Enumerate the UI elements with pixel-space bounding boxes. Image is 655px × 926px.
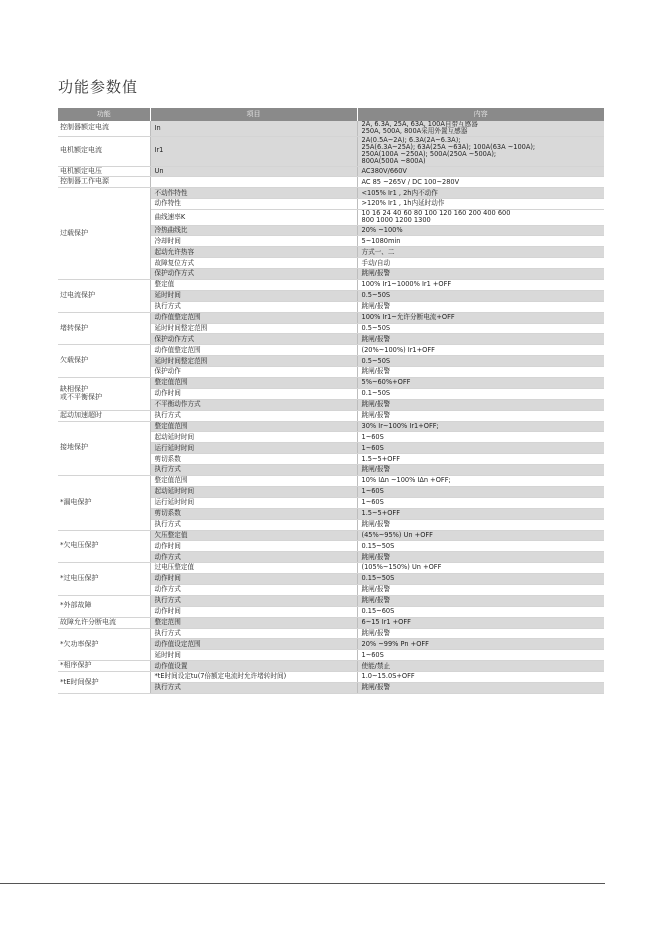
function-cell [58,617,150,628]
item-cell: 剪切系数 [150,508,357,519]
table-row [58,280,604,291]
table-row [58,188,604,199]
page-title: 功能参数值 [58,78,139,96]
content-line: 跳闸/报警 [361,683,391,692]
content-cell [357,378,604,389]
content-cell [357,177,604,188]
content-line: 0.5~50S [361,291,391,300]
item-cell: 动作值设置 [150,661,357,672]
function-cell [58,378,150,411]
content-line: 0.5~50S [361,356,391,365]
table-row [58,177,604,188]
table-body [58,121,604,693]
function-cell [58,530,150,563]
function-cell [58,136,150,166]
function-cell [58,661,150,672]
table-row [58,530,604,541]
item-cell: 整定值范围 [150,378,357,389]
function-cell [58,177,150,188]
content-cell [357,334,604,345]
table-row [58,378,604,389]
table-row [58,312,604,323]
content-line: 0.1~50S [361,389,391,398]
item-cell: 剪切系数 [150,454,357,465]
table-row [58,617,604,628]
function-label: *外部故障 [60,601,92,610]
table-row [58,661,604,672]
content-line: 1~60S [361,487,384,496]
content-cell [357,628,604,639]
function-label: 堵转保护 [60,323,88,332]
content-cell [357,210,604,226]
content-line: 0.15~50S [361,574,395,583]
content-cell [357,225,604,236]
function-cell [58,121,150,136]
content-line: 800A(500A ~800A) [361,157,426,166]
item-cell: 动作方式 [150,584,357,595]
function-label: 电机额定电压 [60,166,102,175]
content-cell [357,617,604,628]
content-cell [357,432,604,443]
function-cell [58,672,150,694]
content-cell [357,236,604,247]
content-line: 5~1080min [361,236,401,245]
table-row [58,345,604,356]
function-label: 欠载保护 [60,356,88,365]
content-cell [357,290,604,301]
function-label: *tE时间保护 [60,677,99,686]
item-cell: *tE时间设定tu(7倍额定电流时允许堵转时间) [150,672,357,683]
content-cell [357,639,604,650]
item-cell: 延时时间 [150,290,357,301]
content-cell [357,258,604,269]
content-line: 800 1000 1200 1300 [361,216,431,225]
content-cell [357,497,604,508]
content-line: 跳闸/报警 [361,552,391,561]
item-cell: 故障复位方式 [150,258,357,269]
item-cell: In [150,121,357,136]
content-cell [357,661,604,672]
content-line: 20% ~99% Pn +OFF [361,639,429,648]
item-cell: 冷却时间 [150,236,357,247]
content-line: (105%~150%) Un +OFF [361,563,442,572]
item-cell [150,177,357,188]
content-cell [357,476,604,487]
item-cell: 起动延时时间 [150,432,357,443]
header-item: 项目 [150,108,357,121]
function-label: 控制器额定电流 [60,123,109,132]
table-row [58,476,604,487]
content-line: 跳闸/报警 [361,411,391,420]
item-cell: 冷热曲线比 [150,225,357,236]
function-label: 缺相保护 [60,385,88,394]
footer-rule [0,883,605,884]
header-content: 内容 [357,108,604,121]
item-cell: 动作时间 [150,574,357,585]
content-line: 跳闸/报警 [361,334,391,343]
content-cell [357,563,604,574]
function-cell [58,166,150,177]
content-line: AC380V/660V [361,166,407,175]
content-cell [357,486,604,497]
table-row [58,628,604,639]
item-cell: 动作值整定范围 [150,345,357,356]
item-cell: 起动允许热容 [150,247,357,258]
function-cell [58,410,150,421]
function-cell [58,421,150,475]
content-line: 1~60S [361,650,384,659]
item-cell: 执行方式 [150,682,357,693]
content-cell [357,356,604,367]
content-line: 1.5~5+OFF [361,454,401,463]
function-label: 故障允许分断电流 [60,617,116,626]
content-line: 1~60S [361,443,384,452]
item-cell: 延时时间整定范围 [150,356,357,367]
item-cell: Un [150,166,357,177]
item-cell: 延时时间 [150,650,357,661]
content-cell [357,508,604,519]
content-cell [357,367,604,378]
item-cell: 动作方式 [150,552,357,563]
table-row [58,595,604,606]
content-line: 100% Ir1~允许分断电流+OFF [361,313,455,321]
content-line: 跳闸/报警 [361,367,391,376]
content-line: 30% Ir~100% Ir1+OFF; [361,421,439,430]
table-header-row [58,108,604,121]
item-cell: 欠压整定值 [150,530,357,541]
function-cell [58,628,150,661]
function-label: *过电压保护 [60,574,99,583]
function-label: 起动加速超时 [60,410,102,419]
item-cell: 过电压整定值 [150,563,357,574]
content-line: 250A(100A ~250A); 500A(250A ~500A); [361,150,497,158]
item-cell: Ir1 [150,136,357,166]
content-line: 跳闸/报警 [361,519,391,528]
item-cell: 执行方式 [150,595,357,606]
function-label: *漏电保护 [60,497,92,506]
content-cell [357,199,604,210]
content-cell [357,188,604,199]
item-cell: 保护动作 [150,367,357,378]
content-line: 1~60S [361,498,384,507]
item-cell: 起动延时时间 [150,486,357,497]
content-line: <105% Ir1 , 2h内不动作 [361,188,438,197]
content-line: 1.0~15.0S+OFF [361,672,415,681]
table-row [58,410,604,421]
content-cell [357,136,604,166]
item-cell: 动作值设定范围 [150,639,357,650]
content-line: 跳闸/报警 [361,596,391,605]
content-line: 1~60S [361,432,384,441]
content-cell [357,399,604,410]
content-cell [357,574,604,585]
item-cell: 整定值范围 [150,421,357,432]
content-cell [357,166,604,177]
table-row [58,563,604,574]
content-cell [357,595,604,606]
item-cell: 保护动作方式 [150,334,357,345]
content-cell [357,410,604,421]
content-cell [357,421,604,432]
function-cell [58,312,150,345]
content-cell [357,541,604,552]
content-cell [357,465,604,476]
item-cell: 动作时间 [150,388,357,399]
content-line: 跳闸/报警 [361,400,391,409]
content-line: 跳闸/报警 [361,628,391,637]
function-cell [58,188,150,280]
content-cell [357,530,604,541]
content-cell [357,606,604,617]
item-cell: 运行延时时间 [150,497,357,508]
function-label: 过电流保护 [60,291,95,299]
content-line: 0.5~50S [361,323,391,332]
header-function: 功能 [58,108,150,121]
content-cell [357,682,604,693]
content-line: 跳闸/报警 [361,465,391,474]
content-line: 100% Ir1~1000% Ir1 +OFF [361,280,452,289]
table-row [58,136,604,166]
content-cell [357,443,604,454]
content-line: 25A(6.3A~25A); 63A(25A ~63A); 100A(63A ~100A); [361,142,536,151]
content-line: 跳闸/报警 [361,269,391,278]
content-cell [357,312,604,323]
item-cell: 整定值范围 [150,476,357,487]
content-cell [357,121,604,136]
item-cell: 保护动作方式 [150,269,357,280]
content-line: 1.5~5+OFF [361,509,401,518]
content-line: 5%~60%+OFF [361,378,411,387]
content-cell [357,584,604,595]
item-cell: 执行方式 [150,301,357,312]
function-label: *欠功率保护 [60,639,99,648]
function-label: 控制器工作电源 [60,177,109,186]
content-cell [357,323,604,334]
content-cell [357,345,604,356]
content-line: 0.15~50S [361,541,395,550]
content-cell [357,650,604,661]
item-cell: 动作值整定范围 [150,312,357,323]
content-cell [357,301,604,312]
item-cell: 不动作特性 [150,188,357,199]
item-cell: 运行延时时间 [150,443,357,454]
content-line: (20%~100%) Ir1+OFF [361,345,435,354]
content-cell [357,269,604,280]
table-row [58,421,604,432]
function-label: 接地保护 [60,443,88,452]
item-cell: 执行方式 [150,628,357,639]
item-cell: 执行方式 [150,519,357,530]
content-cell [357,552,604,563]
function-cell [58,280,150,313]
item-cell: 动作时间 [150,606,357,617]
content-line: 手动/自动 [361,258,391,267]
function-label: *欠电压保护 [60,541,99,550]
function-cell [58,476,150,530]
content-line: 250A, 500A, 800A采用外置互感器 [361,127,468,136]
item-cell: 动作特性 [150,199,357,210]
content-cell [357,280,604,291]
item-cell: 曲线速率K [150,210,357,226]
content-line: 6~15 Ir1 +OFF [361,617,411,626]
item-cell: 执行方式 [150,465,357,476]
parameter-table [58,108,604,694]
content-cell [357,388,604,399]
function-label: 过载保护 [60,228,88,237]
content-cell [357,454,604,465]
function-cell [58,345,150,378]
content-line: 20% ~100% [361,225,403,234]
item-cell: 整定范围 [150,617,357,628]
function-cell [58,563,150,596]
content-cell [357,247,604,258]
content-line: 跳闸/报警 [361,302,391,311]
item-cell: 动作时间 [150,541,357,552]
content-line: 10 16 24 40 60 80 100 120 160 200 400 600 [361,209,511,218]
content-cell [357,672,604,683]
content-line: 10% IΔn ~100% IΔn +OFF; [361,476,451,485]
item-cell: 不平衡动作方式 [150,399,357,410]
content-line: 2A, 6.3A, 25A, 63A, 100A自带互感器 [361,121,478,128]
table-row [58,166,604,177]
item-cell: 执行方式 [150,410,357,421]
function-label: *相序保护 [60,661,92,670]
function-cell [58,595,150,617]
table-row [58,672,604,683]
table-row [58,121,604,136]
content-cell [357,519,604,530]
item-cell: 整定值 [150,280,357,291]
content-line: >120% Ir1 , 1h内延时动作 [361,199,445,208]
function-label: 或不平衡保护 [60,392,102,401]
content-line: 跳闸/报警 [361,585,391,594]
content-line: AC 85 ~265V / DC 100~280V [361,177,460,186]
content-line: 方式一、二 [361,247,395,256]
content-line: 0.15~60S [361,607,395,616]
content-line: 使能/禁止 [361,661,391,670]
content-line: 2A(0.5A~2A); 6.3A(2A~6.3A); [361,136,461,144]
item-cell: 延时时间整定范围 [150,323,357,334]
function-label: 电机额定电流 [60,146,102,155]
content-line: (45%~95%) Un +OFF [361,530,433,539]
